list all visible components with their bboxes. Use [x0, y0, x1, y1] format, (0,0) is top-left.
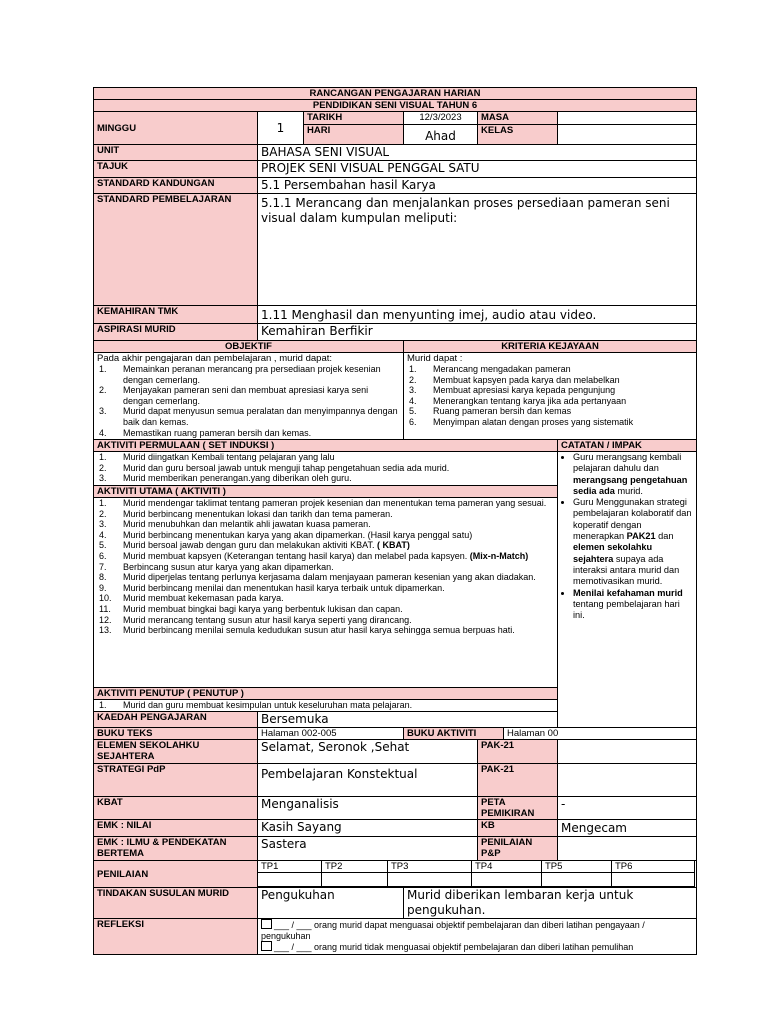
list-item: 3. Murid menubuhkan dan melantik ahli jawatan kuasa pameran.	[99, 519, 371, 530]
penutup-cell	[94, 700, 558, 712]
standard-pembelajaran-value[interactable]: 5.1.1 Merancang dan menjalankan proses persediaan pameran seni visual dalam kumpulan meliputi:	[258, 194, 697, 306]
list-item: 9. Murid berbincang menilai dan menentukan hasil karya terbaik untuk dipamerkan.	[99, 582, 445, 593]
refleksi-line-1: ___ / ___ orang murid dapat menguasai objektif pembelajaran dan diberi latihan pengayaan / pengukuhan	[261, 920, 645, 941]
aspirasi-murid-value[interactable]: Kemahiran Berfikir	[258, 324, 697, 341]
unit-value[interactable]: BAHASA SENI VISUAL	[258, 145, 697, 161]
tp5-label: TP5	[542, 861, 612, 873]
list-item: 4. Menerangkan tentang karya jika ada pertanyaan	[409, 395, 627, 406]
emk-ilmu-label: EMK : ILMU & PENDEKATAN BERTEMA	[94, 837, 258, 861]
tp4-value[interactable]	[472, 873, 542, 887]
minggu-label: MINGGU	[94, 112, 258, 145]
masa-value[interactable]	[558, 112, 697, 125]
peta-label: PETA PEMIKIRAN	[478, 797, 558, 820]
tindakan-value-1[interactable]: Pengukuhan	[258, 888, 404, 919]
list-item: 1. Merancang mengadakan pameran	[409, 364, 571, 374]
standard-kandungan-value[interactable]: 5.1 Persembahan hasil Karya	[258, 178, 697, 194]
list-item: 3. Membuat apresiasi karya kepada pengunjung	[409, 385, 616, 396]
elemen-label: ELEMEN SEKOLAHKU SEJAHTERA	[94, 740, 258, 764]
standard-pembelajaran-label: STANDARD PEMBELAJARAN	[94, 194, 258, 306]
list-item: 1. Memainkan peranan merancang pra persediaan projek kesenian dengan cemerlang.	[99, 364, 381, 385]
utama-cell	[94, 498, 558, 688]
list-item: • Guru merangsang kembali pelajaran dahulu dan merangsang pengetahuan sedia ada murid.	[573, 452, 693, 497]
header-title-2: PENDIDIKAN SENI VISUAL TAHUN 6	[94, 100, 697, 112]
kb-value[interactable]: Mengecam	[558, 820, 697, 837]
objektif-cell	[94, 353, 404, 440]
kbat-label: KBAT	[94, 797, 258, 820]
catatan-cell	[558, 452, 697, 728]
list-item: 4. Memastikan ruang pameran bersih dan kemas.	[99, 427, 312, 438]
list-item: 13. Murid berbincang menilai semula kedudukan susun atur hasil karya sehingga semua berpuas hati.	[99, 625, 515, 636]
permulaan-list	[97, 452, 554, 484]
emk-nilai-label: EMK : NILAI	[94, 820, 258, 837]
tindakan-label: TINDAKAN SUSULAN MURID	[94, 888, 258, 919]
header-title-1: RANCANGAN PENGAJARAN HARIAN	[94, 88, 697, 100]
utama-list	[97, 498, 554, 636]
list-item: 1. Murid diingatkan Kembali tentang pelajaran yang lalu	[99, 452, 335, 462]
refleksi-line-2: ___ / ___ orang murid tidak menguasai objektif pembelajaran dan diberi latihan pemulihan	[261, 941, 693, 953]
objektif-list	[97, 364, 400, 438]
list-item: 7. Berbincang susun atur karya yang akan dipamerkan.	[99, 561, 334, 572]
kbat-value[interactable]: Menganalisis	[258, 797, 478, 820]
list-item: 12. Murid merancang tentang susun atur hasil karya seperti yang dirancang.	[99, 614, 412, 625]
pak21-a-value[interactable]	[558, 740, 697, 764]
emk-nilai-value[interactable]: Kasih Sayang	[258, 820, 478, 837]
strategi-label: STRATEGI PdP	[94, 764, 258, 797]
penilaian-pp-label: PENILAIAN P&P	[478, 837, 558, 861]
peta-value[interactable]: -	[558, 797, 697, 820]
penilaian-tp-cell	[258, 861, 697, 888]
list-item: • Menilai kefahaman murid tentang pembelajaran hari ini.	[573, 588, 693, 622]
tajuk-value[interactable]: PROJEK SENI VISUAL PENGGAL SATU	[258, 161, 697, 178]
buku-aktiviti-label: BUKU AKTIVITI	[404, 728, 504, 740]
list-item: 5. Murid bersoal jawab dengan guru dan melakukan aktiviti KBAT. ( KBAT)	[99, 540, 410, 551]
refleksi-cell	[258, 919, 697, 955]
kriteria-heading: KRITERIA KEJAYAAN	[404, 341, 697, 353]
standard-kandungan-label: STANDARD KANDUNGAN	[94, 178, 258, 194]
tp2-label: TP2	[322, 861, 388, 873]
minggu-value[interactable]: 1	[258, 112, 304, 145]
pak21-b-value[interactable]	[558, 764, 697, 797]
utama-heading: AKTIVITI UTAMA ( AKTIVITI )	[94, 486, 558, 498]
tp6-value[interactable]	[612, 873, 695, 887]
kriteria-list	[407, 364, 693, 428]
list-item: 1. Murid dan guru membuat kesimpulan untuk keseluruhan mata pelajaran.	[99, 700, 413, 710]
hari-value[interactable]: Ahad	[404, 125, 478, 145]
buku-teks-value[interactable]: Halaman 002-005	[258, 728, 404, 740]
checkbox[interactable]	[261, 919, 272, 929]
list-item: 3. Murid memberikan penerangan.yang diberikan oleh guru.	[99, 473, 352, 484]
penilaian-pp-value[interactable]	[558, 837, 697, 861]
kelas-label: KELAS	[478, 125, 558, 145]
list-item: 2. Murid dan guru bersoal jawab untuk menguji tahap pengetahuan sedia ada murid.	[99, 462, 450, 473]
permulaan-heading: AKTIVITI PERMULAAN ( SET INDUKSI )	[94, 440, 558, 452]
tp3-value[interactable]	[388, 873, 472, 887]
tp6-label: TP6	[612, 861, 695, 873]
list-item: 11. Murid membuat bingkai bagi karya yang berbentuk lukisan dan capan.	[99, 603, 403, 614]
refleksi-label: REFLEKSI	[94, 919, 258, 955]
list-item: • Guru Menggunakan strategi pembelajaran kolaboratif dan koperatif dengan menerapkan PAK21 dan elemen sekolahku sejahtera supaya ada interaksi antara murid dan memotivasikan murid.	[573, 497, 693, 587]
permulaan-cell	[94, 452, 558, 486]
tp1-value[interactable]	[258, 873, 322, 887]
strategi-value[interactable]: Pembelajaran Konstektual	[258, 764, 478, 797]
kriteria-intro: Murid dapat :	[407, 353, 463, 364]
kelas-value[interactable]	[558, 125, 697, 145]
list-item: 6. Murid membuat kapsyen (Keterangan tentang hasil karya) dan melabel pada kapsyen. (Mix-n-Match)	[99, 550, 529, 561]
catatan-heading: CATATAN / IMPAK	[558, 440, 697, 452]
tarikh-value[interactable]: 12/3/2023	[404, 112, 478, 125]
emk-ilmu-value[interactable]: Sastera	[258, 837, 478, 861]
tp1-label: TP1	[258, 861, 322, 873]
tp5-value[interactable]	[542, 873, 612, 887]
tindakan-value-2[interactable]: Murid diberikan lembaran kerja untuk pengukuhan.	[404, 888, 697, 919]
objektif-intro: Pada akhir pengajaran dan pembelajaran , murid dapat:	[97, 353, 333, 364]
elemen-value[interactable]: Selamat, Seronok ,Sehat	[258, 740, 478, 764]
penutup-heading: AKTIVITI PENUTUP ( PENUTUP )	[94, 688, 558, 700]
tp4-label: TP4	[472, 861, 542, 873]
buku-teks-label: BUKU TEKS	[94, 728, 258, 740]
objektif-heading: OBJEKTIF	[94, 341, 404, 353]
tarikh-label: TARIKH	[304, 112, 404, 125]
tp3-label: TP3	[388, 861, 472, 873]
list-item: 2. Murid berbincang menentukan lokasi dan tarikh dan tema pameran.	[99, 508, 393, 519]
unit-label: UNIT	[94, 145, 258, 161]
tp2-value[interactable]	[322, 873, 388, 887]
list-item: 5. Ruang pameran bersih dan kemas	[409, 406, 572, 417]
list-item: 4. Murid berbincang menentukan karya yang akan dipamerkan. (Hasil karya penggal satu)	[99, 529, 473, 540]
pak21-a-label: PAK-21	[478, 740, 558, 764]
kaedah-label: KAEDAH PENGAJARAN	[94, 712, 258, 728]
kaedah-value[interactable]: Bersemuka	[258, 712, 697, 728]
list-item: 8. Murid diperjelas tentang perlunya kerjasama dalam menjayaan pameran kesenian yang akan diadakan.	[99, 572, 536, 583]
kemahiran-tmk-value[interactable]: 1.11 Menghasil dan menyunting imej, audio atau video.	[258, 306, 697, 324]
kb-label: KB	[478, 820, 558, 837]
rph-table	[93, 87, 697, 955]
kemahiran-tmk-label: KEMAHIRAN TMK	[94, 306, 258, 324]
penilaian-label: PENILAIAN	[94, 861, 258, 888]
list-item: 10. Murid membuat kekemasan pada karya.	[99, 593, 284, 604]
list-item: 1. Murid mendengar taklimat tentang pameran projek kesenian dan menentukan tema pameran yang sesuai.	[99, 498, 547, 508]
tajuk-label: TAJUK	[94, 161, 258, 178]
list-item: 6. Menyimpan alatan dengan proses yang sistematik	[409, 416, 634, 427]
hari-label: HARI	[304, 125, 404, 145]
buku-aktiviti-value[interactable]: Halaman 00	[504, 728, 697, 740]
list-item: 2. Menjayakan pameran seni dan membuat apresiasi karya seni dengan cemerlang.	[99, 385, 369, 406]
list-item: 3. Murid dapat menyusun semua peralatan dan menyimpannya dengan baik dan kemas.	[99, 406, 398, 427]
checkbox[interactable]	[261, 941, 272, 951]
kriteria-cell	[404, 353, 697, 440]
catatan-list	[561, 452, 693, 621]
pak21-b-label: PAK-21	[478, 764, 558, 797]
masa-label: MASA	[478, 112, 558, 125]
penutup-list	[97, 700, 554, 711]
list-item: 2. Membuat kapsyen pada karya dan melabelkan	[409, 374, 620, 385]
aspirasi-murid-label: ASPIRASI MURID	[94, 324, 258, 341]
